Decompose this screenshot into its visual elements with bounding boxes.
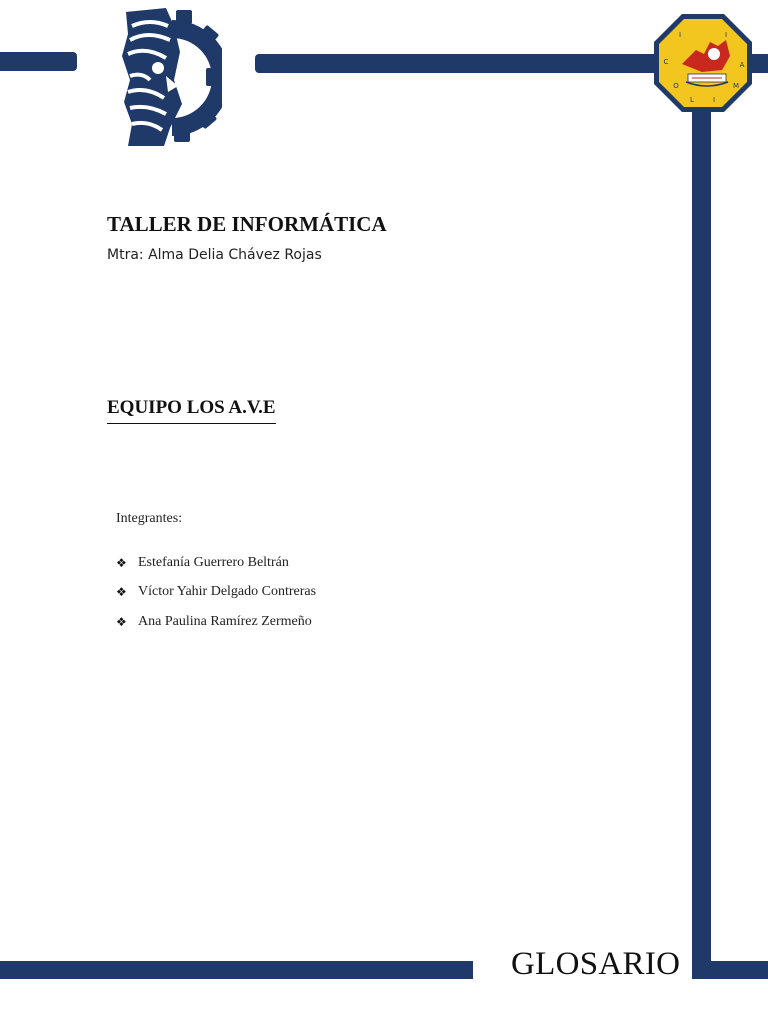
members-label: Integrantes: [116, 511, 183, 526]
seal-letter: I [712, 96, 716, 104]
members-list [116, 548, 316, 637]
seal-letter: C [663, 58, 669, 66]
document-type-title: GLOSARIO [511, 946, 681, 982]
diamond-bullet-icon: ❖ [116, 555, 127, 570]
school-seal-logo [652, 12, 754, 114]
list-item [116, 607, 316, 637]
member-name: Ana Paulina Ramírez Zermeño [138, 613, 312, 629]
diamond-bullet-icon: ❖ [116, 614, 127, 629]
frame-bar-vertical [692, 98, 711, 978]
seal-letter: I [678, 31, 682, 39]
member-name: Estefanía Guerrero Beltrán [138, 554, 289, 570]
seal-letter: I [724, 31, 728, 39]
frame-bar-bottom-right [692, 961, 768, 979]
frame-bar-top-left [0, 52, 77, 71]
team-name: EQUIPO LOS A.V.E [107, 397, 276, 424]
seal-letter: A [739, 61, 745, 69]
list-item [116, 578, 316, 608]
member-name: Víctor Yahir Delgado Contreras [138, 584, 317, 600]
teacher-name: Mtra: Alma Delia Chávez Rojas [107, 247, 322, 263]
course-title: TALLER DE INFORMÁTICA [107, 212, 387, 236]
list-item [116, 548, 316, 578]
seal-letter: O [673, 82, 679, 90]
seal-letter: M [732, 82, 740, 90]
diamond-bullet-icon: ❖ [116, 585, 127, 600]
seal-letter: L [690, 96, 694, 104]
institute-gear-eagle-logo [120, 6, 222, 148]
frame-bar-bottom-left [0, 961, 473, 979]
